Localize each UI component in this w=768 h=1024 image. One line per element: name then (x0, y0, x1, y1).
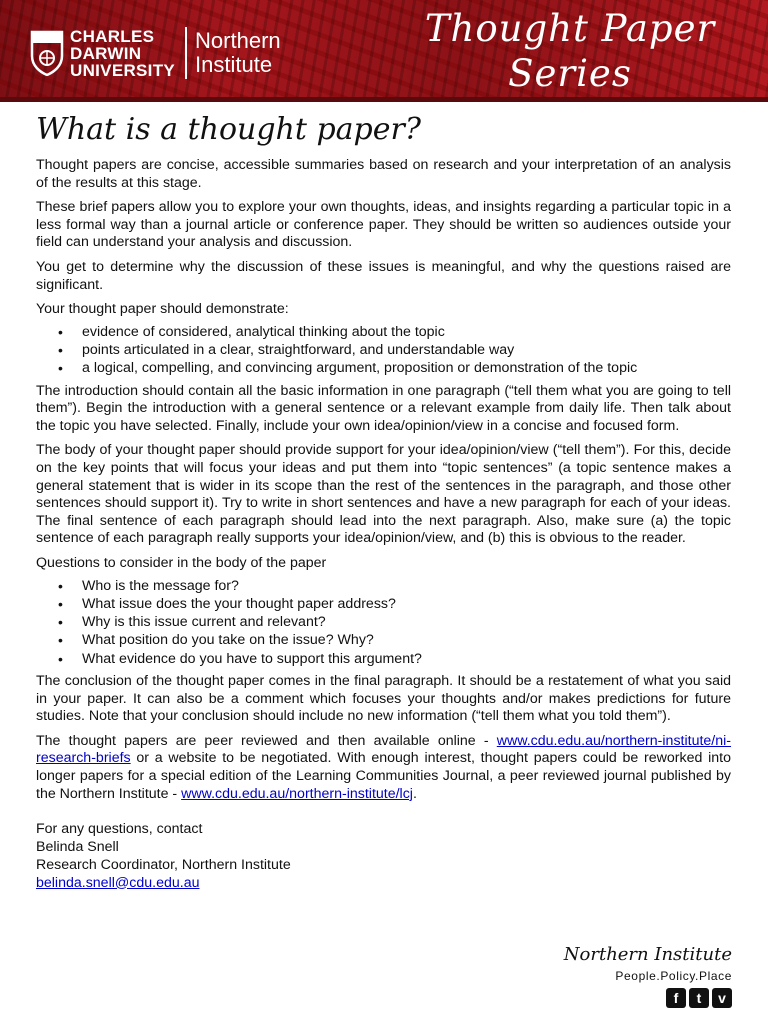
questions-intro: Questions to consider in the body of the paper (36, 554, 327, 571)
contact-role: Research Coordinator, Northern Institute (36, 856, 291, 873)
intro-paragraph: Your thought paper should demonstrate: (36, 301, 289, 318)
footer-institute-name: Northern Institute (563, 944, 732, 965)
vimeo-icon[interactable]: v (712, 988, 732, 1008)
university-name: CHARLES DARWIN UNIVERSITY (70, 26, 176, 80)
list-item: • What position do you take on the issue? Why? (36, 631, 731, 649)
intro-paragraph: You get to determine why the discussion of these issues is meaningful, and why the questions raised are significant. (36, 258, 731, 293)
cdu-shield-icon (30, 30, 64, 76)
list-item: • evidence of considered, analytical thinking about the topic (36, 323, 731, 341)
logo-divider (185, 27, 187, 79)
list-item: • Who is the message for? (36, 577, 731, 595)
social-links (564, 988, 732, 1008)
contact-block (36, 821, 731, 892)
research-briefs-link[interactable]: www.cdu.edu.au/northern-institute/ni-research-briefs (36, 732, 731, 767)
footer-tagline: People.Policy.Place (615, 969, 732, 983)
intro-paragraph: These brief papers allow you to explore your own thoughts, ideas, and insights regarding a particular topic in a less formal way than a journal article or conference paper. They should be written so audiences outside your field can understand your analysis and discussion. (36, 199, 731, 251)
body-paragraph: The body of your thought paper should provide support for your idea/opinion/view (“tell them”). For this, decide on the key points that will focus your ideas and put them into “topic sentences” (a topic sentence makes a general statement that is wider in its scope than the rest of the sentences in the paragraph, and those other sentences should support it). Try to write in short sentences and have a new paragraph for each of your ideas. The final sentence of each paragraph should lead into the next paragraph. Also, make sure (a) the topic sentence of each paragraph really supports your idea/opinion/view, and (b) this is obvious to the reader. (36, 442, 731, 547)
demonstrate-list (36, 323, 731, 378)
footer (564, 944, 732, 1008)
cdu-logo (30, 27, 281, 79)
contact-email-link[interactable]: belinda.snell@cdu.edu.au (36, 874, 200, 891)
conclusion-paragraph: The conclusion of the thought paper comes in the final paragraph. It should be a restatement of what you said in your paper. It can also be a comment which focuses your thoughts and/or makes predictions for future studies. Note that your conclusion should include no new information (“tell them what you told them”). (36, 673, 731, 725)
list-item: • Why is this issue current and relevant? (36, 613, 731, 631)
intro-paragraph: Thought papers are concise, accessible summaries based on research and your interpretation of an analysis of the results at this stage. (36, 157, 731, 191)
lcj-link[interactable]: www.cdu.edu.au/northern-institute/lcj (181, 785, 413, 802)
twitter-icon[interactable]: t (689, 988, 709, 1008)
introduction-paragraph: The introduction should contain all the basic information in one paragraph (“tell them what you are going to tell them”). Begin the introduction with a general sentence or a relevant example from daily life. Then talk about the topic you have selected. Finally, include your own idea/opinion/view in a concise and focused form. (36, 382, 731, 434)
header-banner (0, 0, 768, 102)
facebook-icon[interactable]: f (666, 988, 686, 1008)
list-item: • What evidence do you have to support this argument? (36, 650, 731, 668)
questions-list (36, 577, 731, 668)
review-paragraph: The thought papers are peer reviewed and then available online - www.cdu.edu.au/northern-institute/ni-research-briefs or a website to be negotiated. With enough interest, thought papers could be reworked into longer papers for a special edition of the Learning Communities Journal, a peer reviewed journal published by the Northern Institute - www.cdu.edu.au/northern-institute/lcj. (36, 732, 731, 802)
series-title: Thought Paper Series (424, 7, 716, 95)
list-item: • a logical, compelling, and convincing argument, proposition or demonstration of the topic (36, 359, 731, 377)
document-body (36, 110, 731, 892)
contact-intro: For any questions, contact (36, 821, 203, 838)
list-item: • What issue does the your thought paper address? (36, 595, 731, 613)
institute-name: Northern Institute (195, 28, 281, 77)
contact-name: Belinda Snell (36, 839, 119, 856)
page-title: What is a thought paper? (36, 112, 421, 147)
list-item: • points articulated in a clear, straightforward, and understandable way (36, 341, 731, 359)
